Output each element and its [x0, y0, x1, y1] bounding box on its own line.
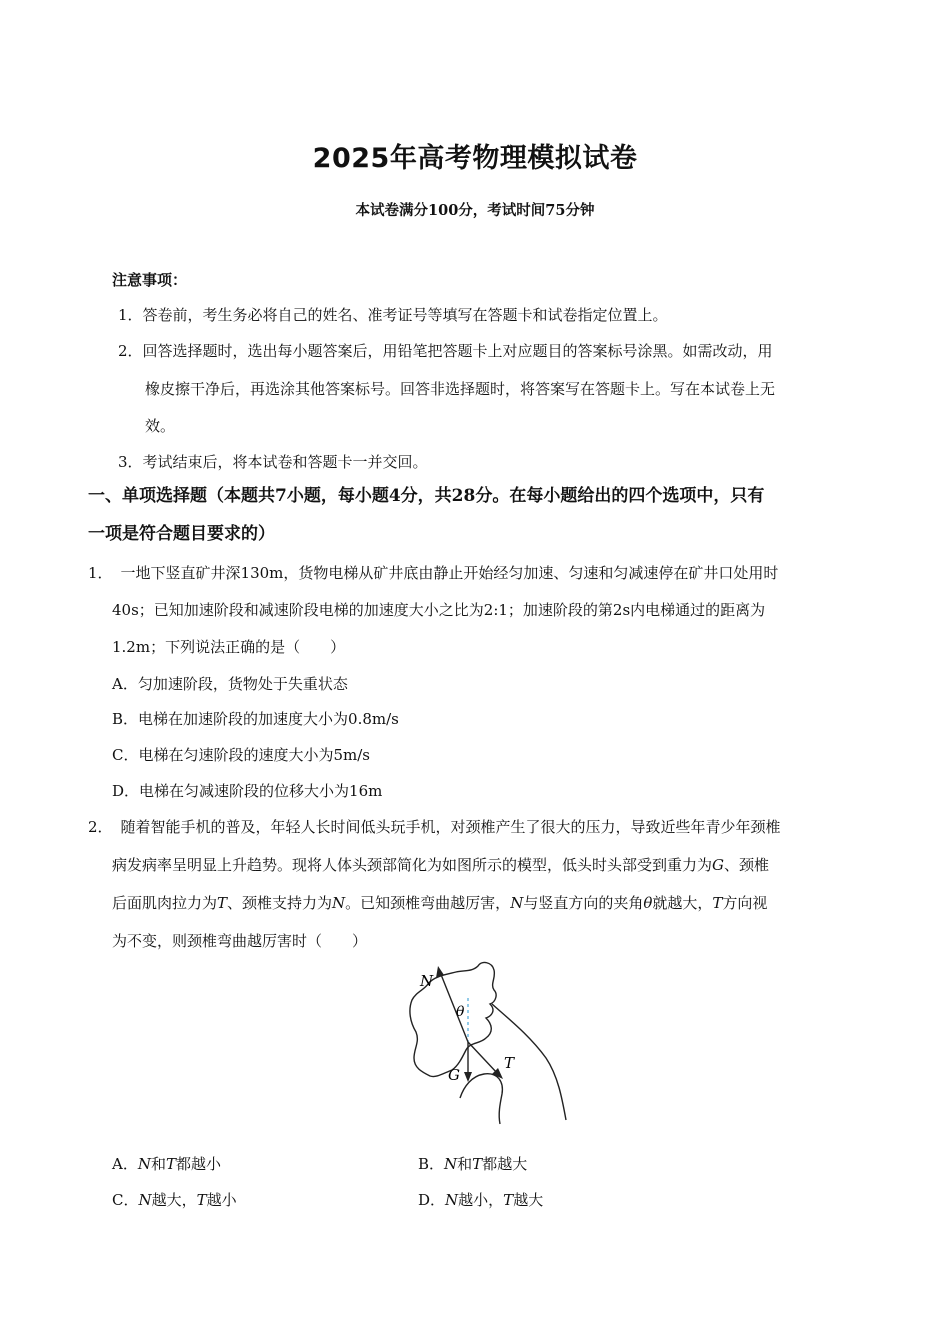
- page-title: 2025年高考物理模拟试卷: [312, 143, 638, 174]
- label-theta: θ: [456, 1004, 465, 1020]
- section-heading-line-1: 一、单项选择题（本题共7小题，每小题4分，共28分。在每小题给出的四个选项中，只有: [88, 486, 765, 506]
- variable-n: N: [137, 1155, 151, 1173]
- question-1-option-b: B．电梯在加速阶段的加速度大小为0.8m/s: [112, 710, 399, 728]
- option-text: 越小，: [458, 1191, 504, 1209]
- notice-item-text: 回答选择题时，选出每小题答案后，用铅笔把答题卡上对应题目的答案标号涂黑。如需改动，用: [142, 342, 773, 360]
- variable-n: N: [138, 1191, 152, 1209]
- option-letter: A．: [112, 1155, 138, 1173]
- question-2-option-b: [418, 1154, 527, 1174]
- force-n-arrowhead: [436, 966, 444, 978]
- variable-t: T: [712, 894, 723, 912]
- question-1-line-3: 1.2m；下列说法正确的是（ ）: [112, 638, 346, 656]
- question-text: 一地下竖直矿井深130m，货物电梯从矿井底由静止开始经匀加速、匀速和匀减速停在矿井口处用时: [120, 564, 779, 582]
- option-text: 都越大: [482, 1155, 528, 1173]
- label-t: T: [504, 1054, 515, 1072]
- question-1-option-a: A．匀加速阶段，货物处于失重状态: [112, 675, 348, 693]
- question-1-option-c: C．电梯在匀速阶段的速度大小为5m/s: [112, 746, 370, 764]
- option-text: 和: [150, 1155, 166, 1173]
- notice-item-text: 答卷前，考生务必将自己的姓名、准考证号等填写在答题卡和试卷指定位置上。: [142, 306, 668, 324]
- question-text: 、颈椎支持力为: [227, 894, 333, 912]
- question-text: 病发病率呈明显上升趋势。现将人体头颈部简化为如图所示的模型，低头时头部受到重力为: [112, 856, 713, 874]
- question-text: 后面肌肉拉力为: [112, 894, 218, 912]
- question-2-line-4: 为不变，则颈椎弯曲越厉害时（ ）: [112, 932, 368, 950]
- question-number: 1．: [88, 564, 113, 582]
- variable-n: N: [332, 894, 346, 912]
- question-2-line-3: [112, 893, 767, 913]
- option-letter: D．: [418, 1191, 446, 1209]
- throat-curve: [460, 1074, 502, 1124]
- notice-item-number: 3．: [118, 453, 143, 471]
- question-2-option-c: [112, 1190, 237, 1210]
- notice-item-2-line-2: 橡皮擦干净后，再选涂其他答案标号。回答非选择题时，将答案写在答题卡上。写在本试卷上无: [145, 380, 776, 398]
- variable-t: T: [472, 1155, 483, 1173]
- variable-t: T: [196, 1191, 207, 1209]
- question-number: 2．: [88, 818, 113, 836]
- option-text: 越大，: [151, 1191, 197, 1209]
- question-2-line-2: [112, 855, 769, 875]
- section-heading-line-2: 一项是符合题目要求的）: [88, 524, 275, 544]
- variable-t: T: [165, 1155, 176, 1173]
- force-t-arrow: [468, 1042, 498, 1074]
- notice-item-1: [118, 305, 668, 325]
- label-n: N: [420, 972, 434, 990]
- option-text: 都越小: [176, 1155, 222, 1173]
- variable-t: T: [217, 894, 228, 912]
- notice-heading: 注意事项：: [112, 271, 188, 289]
- notice-item-number: 1．: [118, 306, 143, 324]
- variable-n: N: [445, 1191, 459, 1209]
- variable-n: N: [444, 1155, 458, 1173]
- question-2-option-d: [418, 1190, 543, 1210]
- variable-theta: θ: [643, 894, 653, 912]
- question-1-option-d: D．电梯在匀减速阶段的位移大小为16m: [112, 782, 383, 800]
- option-letter: B．: [418, 1155, 445, 1173]
- variable-g: G: [712, 856, 724, 874]
- question-1-line-1: [88, 563, 778, 583]
- notice-item-2-line-3: 效。: [145, 417, 176, 435]
- question-text: 随着智能手机的普及，年轻人长时间低头玩手机，对颈椎产生了很大的压力，导致近些年青少年颈椎: [120, 818, 781, 836]
- variable-t: T: [503, 1191, 514, 1209]
- notice-item-number: 2．: [118, 342, 143, 360]
- head-neck-force-diagram: [400, 958, 580, 1128]
- question-text: 与竖直方向的夹角: [523, 894, 644, 912]
- question-1-line-2: 40s；已知加速阶段和减速阶段电梯的加速度大小之比为2:1；加速阶段的第2s内电梯通过的距离为: [112, 601, 766, 619]
- label-g: G: [448, 1066, 460, 1084]
- exam-subtitle: 本试卷满分100分，考试时间75分钟: [355, 202, 595, 219]
- question-text: 、颈椎: [724, 856, 770, 874]
- option-text: 和: [457, 1155, 473, 1173]
- notice-item-3: [118, 452, 428, 472]
- question-2-option-a: [112, 1154, 221, 1174]
- option-text: 越大: [513, 1191, 544, 1209]
- question-text: 。已知颈椎弯曲越厉害，: [345, 894, 511, 912]
- option-text: 越小: [206, 1191, 237, 1209]
- notice-item-text: 考试结束后，将本试卷和答题卡一并交回。: [142, 453, 428, 471]
- question-text: 方向视: [722, 894, 768, 912]
- variable-n: N: [510, 894, 524, 912]
- notice-item-2: [118, 341, 773, 361]
- question-text: 就越大，: [652, 894, 713, 912]
- question-2-line-1: [88, 817, 781, 837]
- option-letter: C．: [112, 1191, 139, 1209]
